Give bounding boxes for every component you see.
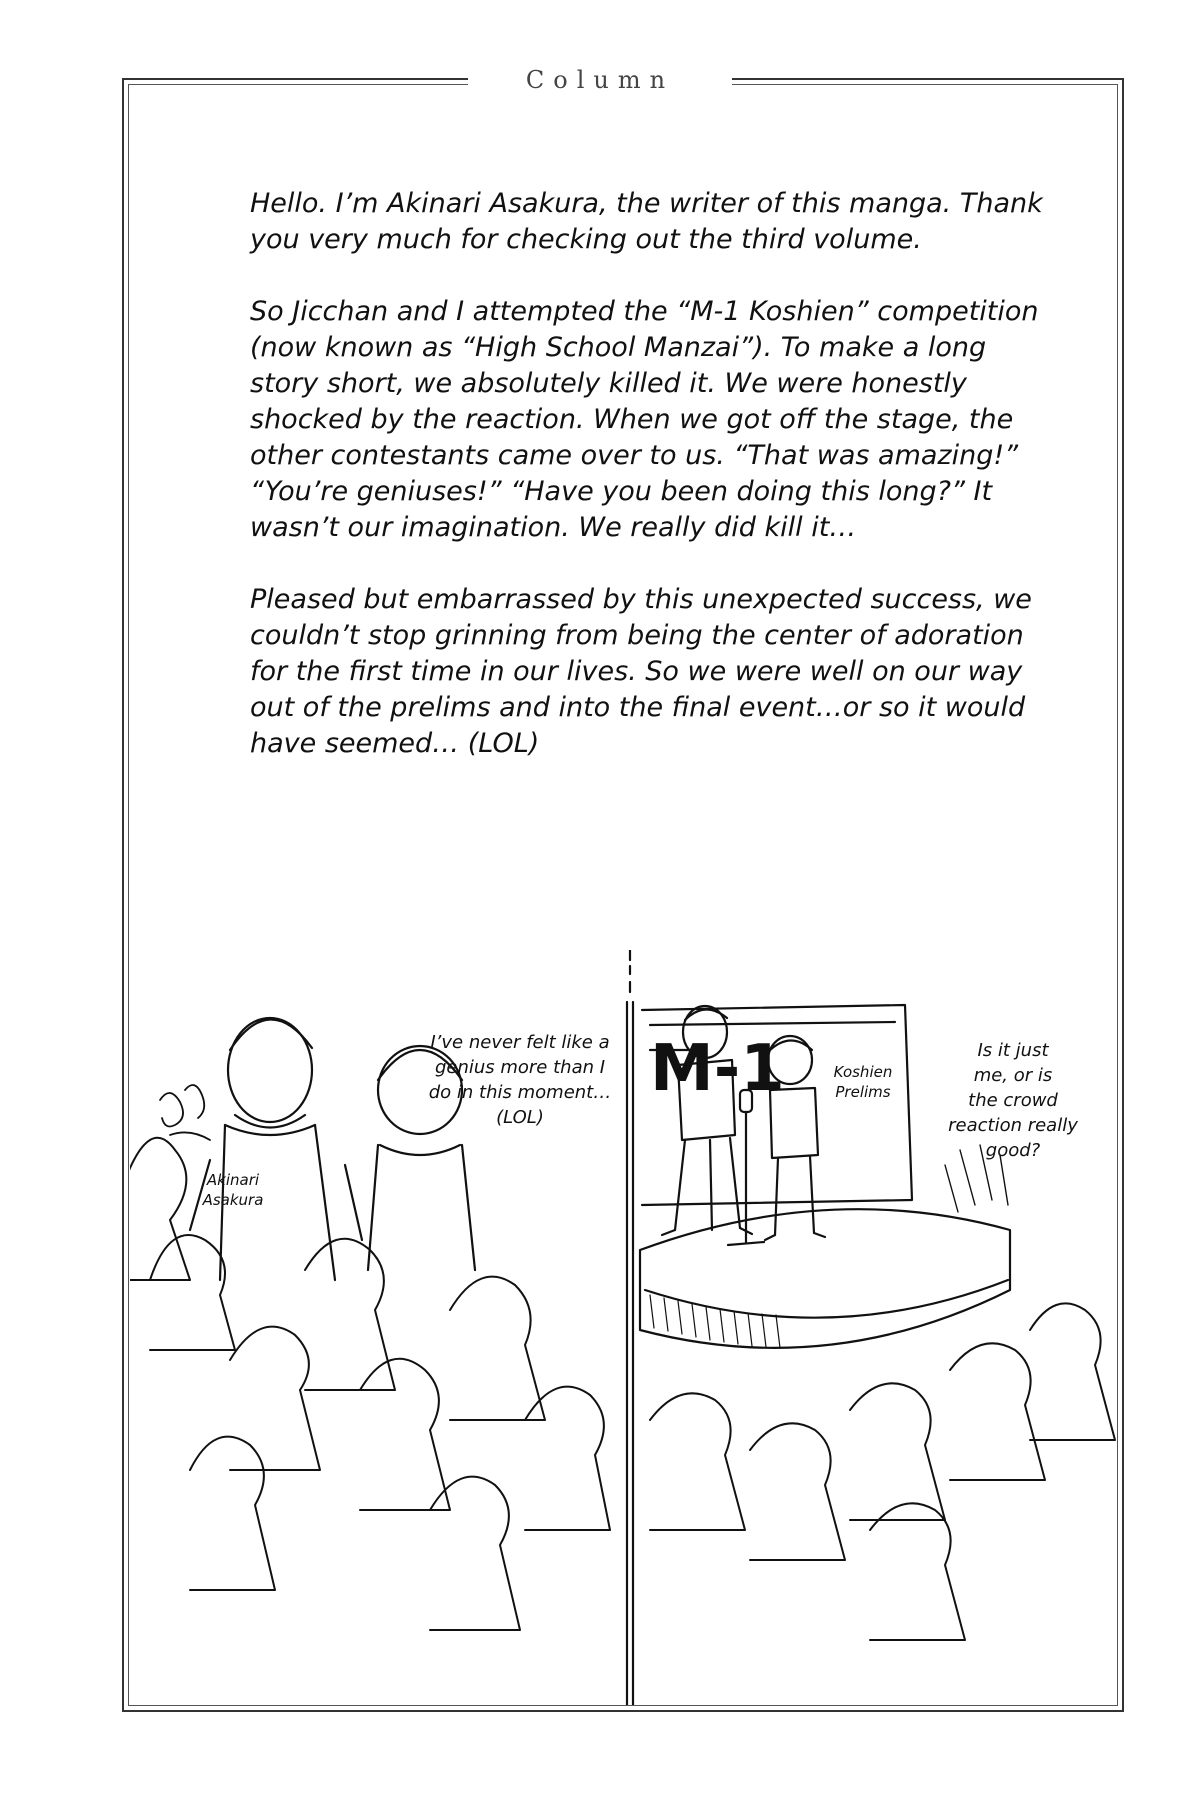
caption-genius: I’ve never felt like a genius more than I do in this moment… (LOL) (428, 1032, 612, 1128)
author-signature (160, 1085, 210, 1140)
caption-crowd-reaction: Is it just me, or is the crowd reaction really good? (948, 1040, 1078, 1161)
paragraph-intro: Hello. I’m Akinari Asakura, the writer of this manga. Thank you very much for checking out the third volume. (250, 188, 1043, 255)
paragraph-competition: So Jicchan and I attempted the “M-1 Koshien” competition (now known as “High School Manzai”). To make a long story short, we absolutely killed it. We were honestly shocked by the reaction. When we got off the stage, the other contestants came over to us. “That was amazing!” “You’re geniuses!” “Have you been doing this long?” It wasn’t our imagination. We really did kill it… (250, 296, 1039, 543)
audience-right (650, 1303, 1115, 1640)
paragraph-success: Pleased but embarrassed by this unexpected success, we couldn’t stop grinning from being the center of adoration for the first time in our lives. So we were well on our way out of the prelims and into the final event…or so it would have seemed… (LOL) (250, 584, 1032, 759)
column-text (250, 186, 1050, 798)
sign-m1-text: M-1 (650, 1032, 785, 1106)
caption-koshien-prelims: Koshien Prelims (833, 1063, 893, 1101)
audience-left (130, 1138, 610, 1630)
caption-author-name: Akinari Asakura (202, 1171, 264, 1209)
stage-platform (640, 1145, 1010, 1348)
column-header: Column (525, 66, 675, 94)
